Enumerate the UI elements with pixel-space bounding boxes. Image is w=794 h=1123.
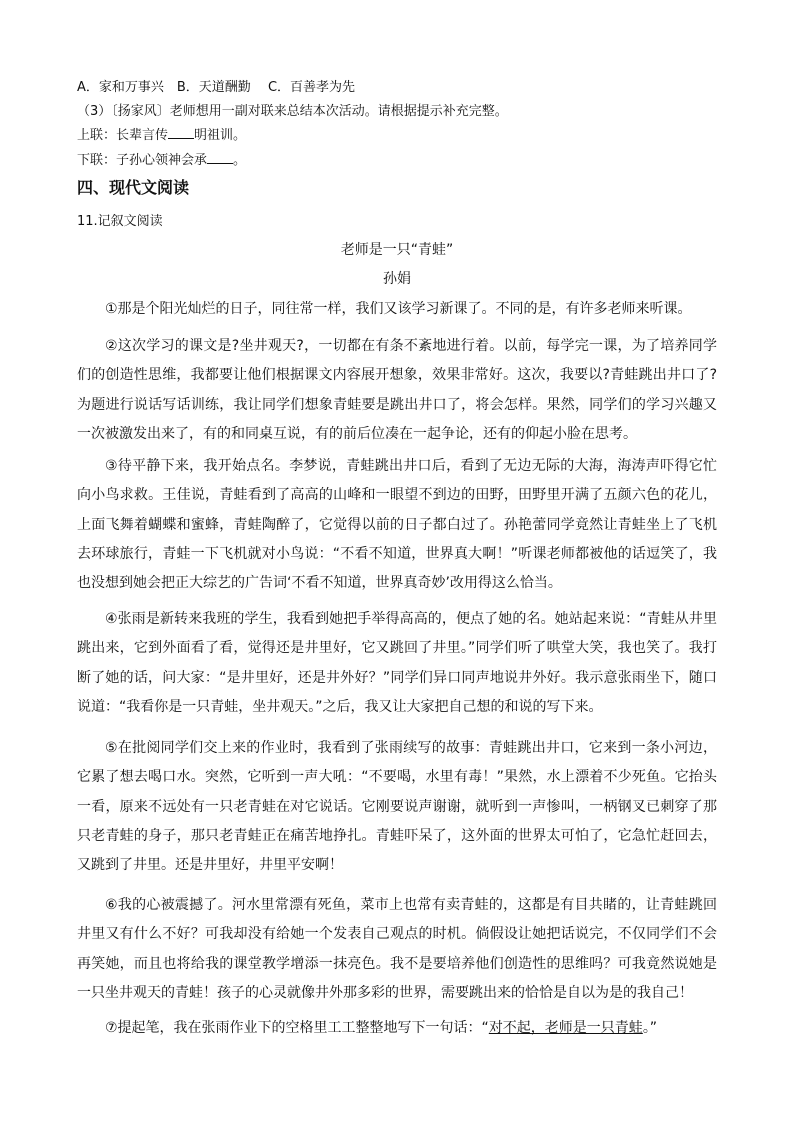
paragraph-7 <box>77 1014 717 1043</box>
couplet-upper-suffix: 明祖训。 <box>194 128 247 143</box>
q10-options: A．家和万事兴 B．天道酬勤 C．百善孝为先 <box>77 80 356 95</box>
paragraph-7-suffix: 。” <box>642 1020 658 1036</box>
paragraph-7-prefix: ⑦提起笔，我在张雨作业下的空格里工工整整地写下一句话：“ <box>105 1020 489 1036</box>
couplet-lower-blank[interactable] <box>207 151 233 164</box>
paragraph-2: ②这次学习的课文是?坐井观天?，一切都在有条不紊地进行着。以前，每学完一课，为了培养同学们的创造性思维，我都要让他们根据课文内容展开想象，效果非常好。这次，我要以?青蛙跳出井口了?为题进行说话写话训练，我让同学们想象青蛙要是跳出井口了，将会怎样。果然，同学们的学习兴趣又一次被激发出来了，有的和同桌互说，有的前后位凑在一起争论，还有的仰起小脸在思考。 <box>77 338 717 442</box>
couplet-lower-suffix: 。 <box>233 153 247 168</box>
couplet-upper <box>77 126 246 146</box>
article-author: 孙娟 <box>383 271 411 287</box>
paragraph-1: ①那是个阳光灿烂的日子，同往常一样，我们又该学习新课了。不同的是，有许多老师来听课。 <box>105 301 692 317</box>
paragraph-3: ③待平静下来，我开始点名。李梦说，青蛙跳出井口后，看到了无边无际的大海，海涛声吓得它忙向小鸟求救。王佳说，青蛙看到了高高的山峰和一眼望不到边的田野，田野里开满了五颜六色的花儿，上面飞舞着蝴蝶和蜜蜂，青蛙陶醉了，它觉得以前的日子都白过了。孙艳蕾同学竟然让青蛙坐上了飞机去环球旅行，青蛙一下飞机就对小鸟说：“不看不知道，世界真大啊！”听课老师都被他的话逗笑了，我也没想到她会把正大综艺的广告词‘不看不知道，世界真奇妙’改用得这么恰当。 <box>77 458 717 592</box>
couplet-upper-prefix: 上联：长辈言传 <box>77 128 169 143</box>
q10-sub3-prompt: （3）〔扬家风〕老师想用一副对联来总结本次活动。请根据提示补充完整。 <box>77 104 508 119</box>
couplet-upper-blank[interactable] <box>168 126 194 139</box>
question-11-label: 11.记叙文阅读 <box>77 214 163 229</box>
paragraph-5: ⑤在批阅同学们交上来的作业时，我看到了张雨续写的故事：青蛙跳出井口，它来到一条小河边，它累了想去喝口水。突然，它听到一声大吼：“不要喝，水里有毒！”果然，水上漂着不少死鱼。它抬头一看，原来不远处有一只老青蛙在对它说话。它刚要说声谢谢，就听到一声惨叫，一柄钢叉已刺穿了那只老青蛙的身子，那只老青蛙正在痛苦地挣扎。青蛙吓呆了，这外面的世界太可怕了，它急忙赶回去，又跳到了井里。还是井里好，井里平安啊！ <box>77 740 717 874</box>
section-heading: 四、现代文阅读 <box>77 178 190 197</box>
paragraph-6: ⑥我的心被震撼了。河水里常漂有死鱼，菜市上也常有卖青蛙的，这都是有目共睹的，让青蛙跳回井里又有什么不好？可我却没有给她一个发表自己观点的时机。倘假设让她把话说完，不仅同学们不会再笑她，而且也将给我的课堂教学增添一抹亮色。我不是要培养他们创造性的思维吗？可我竟然说她是一只坐井观天的青蛙！孩子的心灵就像井外那多彩的世界，需要跳出来的恰恰是自以为是的我自己！ <box>77 897 717 1001</box>
article-title: 老师是一只“青蛙” <box>340 242 454 258</box>
couplet-lower-prefix: 下联：子孙心领神会承 <box>77 153 208 168</box>
paragraph-4: ④张雨是新转来我班的学生，我看到她把手举得高高的，便点了她的名。她站起来说：“青蛙从井里跳出来，它到外面看了看，觉得还是井里好，它又跳回了井里。”同学们听了哄堂大笑，我也笑了。我打断了她的话，问大家：“是井里好，还是井外好？”同学们异口同声地说井外好。我示意张雨坐下，随口说道：“我看你是一只青蛙，坐井观天。”之后，我又让大家把自己想的和说的写下来。 <box>77 611 717 715</box>
paragraph-7-underlined: 对不起，老师是一只青蛙 <box>488 1020 643 1036</box>
couplet-lower <box>77 151 246 171</box>
